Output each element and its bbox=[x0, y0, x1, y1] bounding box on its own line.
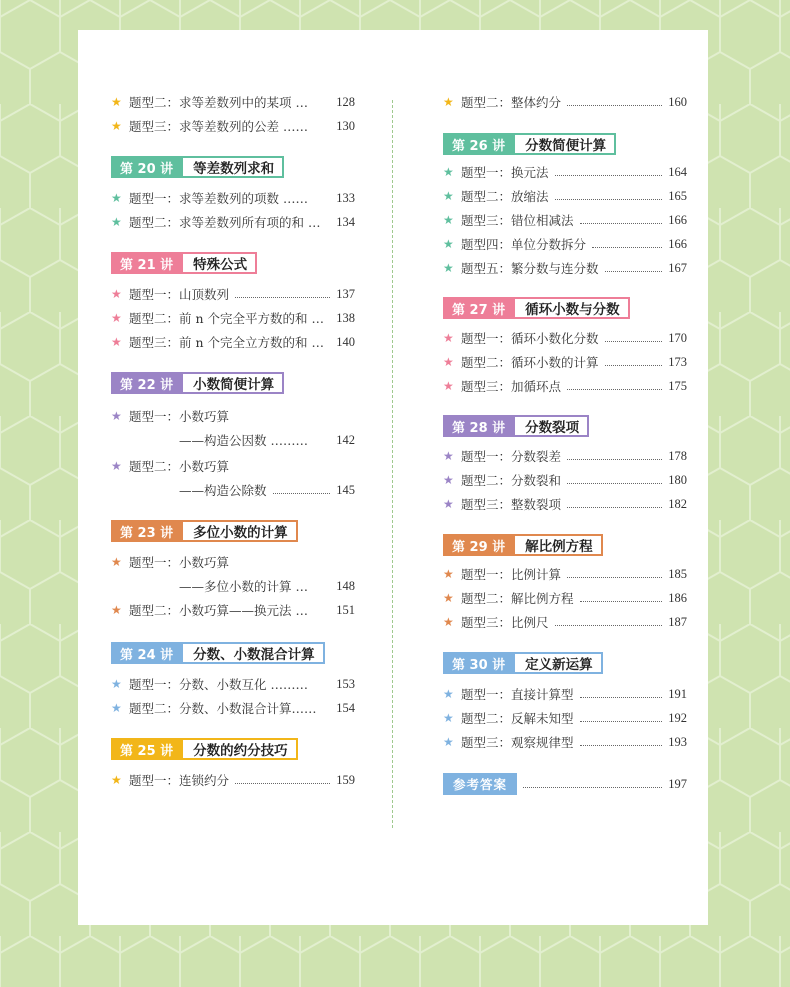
toc-entry[interactable] bbox=[443, 446, 687, 466]
section-header[interactable] bbox=[111, 738, 298, 760]
section-number-label: 第 23 讲 bbox=[111, 520, 183, 542]
entry-text: 题型二：整体约分 bbox=[461, 95, 562, 110]
star-icon: ★ bbox=[443, 687, 454, 701]
star-icon: ★ bbox=[111, 555, 122, 569]
toc-entry[interactable] bbox=[443, 470, 687, 490]
dot-leader bbox=[580, 223, 663, 224]
section-header[interactable] bbox=[443, 652, 603, 674]
toc-entry[interactable] bbox=[111, 308, 355, 328]
entry-text: 题型一：小数巧算 bbox=[129, 555, 230, 570]
star-icon: ★ bbox=[443, 711, 454, 725]
entry-text: 题型三：前 n 个完全立方数的和 … bbox=[129, 335, 324, 350]
page-number: 175 bbox=[668, 378, 687, 393]
entry-text: 题型三：求等差数列的公差 …… bbox=[129, 119, 308, 134]
page-number: 151 bbox=[336, 602, 355, 617]
toc-entry[interactable] bbox=[111, 284, 355, 304]
toc-entry[interactable] bbox=[443, 352, 687, 372]
toc-entry[interactable] bbox=[443, 328, 687, 348]
entry-text: 题型一：求等差数列的项数 …… bbox=[129, 191, 308, 206]
toc-subentry[interactable] bbox=[111, 480, 355, 500]
section-header[interactable] bbox=[111, 372, 284, 394]
entry-text: 题型二：解比例方程 bbox=[461, 591, 574, 606]
toc-entry[interactable] bbox=[111, 332, 355, 352]
section-title: 分数裂项 bbox=[515, 415, 589, 437]
star-icon: ★ bbox=[443, 497, 454, 511]
section-number-label: 第 20 讲 bbox=[111, 156, 183, 178]
entry-text: 题型二：分数、小数混合计算…… bbox=[129, 701, 317, 716]
toc-entry[interactable] bbox=[443, 708, 687, 728]
page-number: 134 bbox=[336, 214, 355, 229]
entry-text: 题型一：直接计算型 bbox=[461, 687, 574, 702]
toc-entry[interactable] bbox=[111, 552, 355, 572]
entry-text: 题型三：观察规律型 bbox=[461, 735, 574, 750]
entry-text: ——构造公因数 ……… bbox=[179, 433, 308, 448]
section-number-label: 第 29 讲 bbox=[443, 534, 515, 556]
dot-leader bbox=[567, 483, 662, 484]
page-number: 159 bbox=[336, 772, 355, 787]
page-number: 182 bbox=[668, 496, 687, 511]
toc-entry[interactable] bbox=[111, 212, 355, 232]
star-icon: ★ bbox=[443, 355, 454, 369]
page-number: 153 bbox=[336, 676, 355, 691]
star-icon: ★ bbox=[111, 95, 122, 109]
entry-text: 题型一：比例计算 bbox=[461, 567, 562, 582]
entry-text: 题型一：山顶数列 bbox=[129, 287, 230, 302]
section-title: 特殊公式 bbox=[183, 252, 257, 274]
star-icon: ★ bbox=[443, 449, 454, 463]
star-icon: ★ bbox=[443, 567, 454, 581]
section-number-label: 第 26 讲 bbox=[443, 133, 515, 155]
toc-entry[interactable] bbox=[443, 376, 687, 396]
star-icon: ★ bbox=[443, 591, 454, 605]
page-number: 148 bbox=[336, 578, 355, 593]
entry-text: 题型一：分数裂差 bbox=[461, 449, 562, 464]
section-number-label: 第 22 讲 bbox=[111, 372, 183, 394]
toc-entry[interactable] bbox=[111, 188, 355, 208]
answers-entry[interactable] bbox=[443, 774, 687, 794]
page-number: 173 bbox=[668, 354, 687, 369]
entry-text: 题型五：繁分数与连分数 bbox=[461, 261, 599, 276]
toc-entry[interactable] bbox=[443, 234, 687, 254]
entry-text: 题型一：小数巧算 bbox=[129, 409, 230, 424]
answers-label: 参考答案 bbox=[443, 773, 517, 795]
section-title: 定义新运算 bbox=[515, 652, 603, 674]
page-number: 180 bbox=[668, 472, 687, 487]
dot-leader bbox=[273, 493, 331, 494]
star-icon: ★ bbox=[111, 287, 122, 301]
section-title: 分数的约分技巧 bbox=[183, 738, 298, 760]
page-number: 165 bbox=[668, 188, 687, 203]
dot-leader bbox=[555, 175, 663, 176]
star-icon: ★ bbox=[443, 473, 454, 487]
entry-text: 题型一：连锁约分 bbox=[129, 773, 230, 788]
entry-text: 题型一：循环小数化分数 bbox=[461, 331, 599, 346]
entry-text: 题型三：错位相减法 bbox=[461, 213, 574, 228]
section-header[interactable] bbox=[443, 415, 589, 437]
star-icon: ★ bbox=[111, 311, 122, 325]
section-title: 分数简便计算 bbox=[515, 133, 616, 155]
dot-leader bbox=[235, 783, 330, 784]
page-number: 167 bbox=[668, 260, 687, 275]
dot-leader bbox=[580, 721, 663, 722]
entry-text: 题型二：求等差数列中的某项 … bbox=[129, 95, 308, 110]
section-title: 循环小数与分数 bbox=[515, 297, 630, 319]
toc-page bbox=[78, 30, 708, 925]
dot-leader bbox=[580, 745, 663, 746]
section-title: 等差数列求和 bbox=[183, 156, 284, 178]
page-number: 142 bbox=[336, 432, 355, 447]
entry-text: 题型二：分数裂和 bbox=[461, 473, 562, 488]
entry-text: 题型三：比例尺 bbox=[461, 615, 549, 630]
section-header[interactable] bbox=[111, 520, 298, 542]
toc-subentry[interactable] bbox=[111, 430, 355, 450]
star-icon: ★ bbox=[111, 215, 122, 229]
page-number: 154 bbox=[336, 700, 355, 715]
toc-entry[interactable] bbox=[443, 732, 687, 752]
dot-leader bbox=[567, 389, 662, 390]
entry-text: 题型二：小数巧算 bbox=[129, 459, 230, 474]
toc-entry[interactable] bbox=[443, 186, 687, 206]
toc-entry[interactable] bbox=[443, 564, 687, 584]
entry-text: 题型二：小数巧算——换元法 … bbox=[129, 603, 308, 618]
star-icon: ★ bbox=[443, 213, 454, 227]
page-number: 186 bbox=[668, 590, 687, 605]
section-title: 分数、小数混合计算 bbox=[183, 642, 325, 664]
star-icon: ★ bbox=[111, 409, 122, 423]
toc-entry[interactable] bbox=[111, 770, 355, 790]
toc-entry[interactable] bbox=[111, 116, 355, 136]
star-icon: ★ bbox=[111, 459, 122, 473]
toc-entry[interactable] bbox=[111, 600, 355, 620]
dot-leader bbox=[555, 625, 663, 626]
page-number: 138 bbox=[336, 310, 355, 325]
star-icon: ★ bbox=[111, 191, 122, 205]
dot-leader bbox=[605, 365, 663, 366]
dot-leader bbox=[567, 105, 662, 106]
dot-leader bbox=[567, 507, 662, 508]
toc-entry[interactable] bbox=[443, 684, 687, 704]
section-title: 小数简便计算 bbox=[183, 372, 284, 394]
entry-text: 题型三：整数裂项 bbox=[461, 497, 562, 512]
star-icon: ★ bbox=[111, 701, 122, 715]
star-icon: ★ bbox=[111, 677, 122, 691]
section-number-label: 第 21 讲 bbox=[111, 252, 183, 274]
dot-leader bbox=[605, 341, 663, 342]
dot-leader bbox=[580, 601, 663, 602]
page-number: 128 bbox=[336, 94, 355, 109]
star-icon: ★ bbox=[111, 603, 122, 617]
toc-entry[interactable] bbox=[111, 698, 355, 718]
entry-text: 题型二：放缩法 bbox=[461, 189, 549, 204]
section-header[interactable] bbox=[443, 133, 616, 155]
page-number: 193 bbox=[668, 734, 687, 749]
dot-leader bbox=[555, 199, 663, 200]
star-icon: ★ bbox=[443, 735, 454, 749]
toc-entry[interactable] bbox=[111, 674, 355, 694]
page-number: 170 bbox=[668, 330, 687, 345]
page-number: 192 bbox=[668, 710, 687, 725]
entry-text: 题型一：换元法 bbox=[461, 165, 549, 180]
toc-entry[interactable] bbox=[443, 210, 687, 230]
dot-leader bbox=[567, 577, 662, 578]
dot-leader bbox=[605, 271, 663, 272]
dot-leader bbox=[523, 787, 662, 788]
toc-entry[interactable] bbox=[111, 406, 355, 426]
section-header[interactable] bbox=[443, 297, 630, 319]
section-number-label: 第 27 讲 bbox=[443, 297, 515, 319]
toc-entry[interactable] bbox=[111, 456, 355, 476]
entry-text: 题型二：求等差数列所有项的和 … bbox=[129, 215, 321, 230]
entry-text: 题型二：循环小数的计算 bbox=[461, 355, 599, 370]
entry-text: 题型三：加循环点 bbox=[461, 379, 562, 394]
entry-text: 题型四：单位分数拆分 bbox=[461, 237, 587, 252]
dot-leader bbox=[235, 297, 330, 298]
section-number-label: 第 25 讲 bbox=[111, 738, 183, 760]
section-header[interactable] bbox=[111, 252, 257, 274]
page-number: 164 bbox=[668, 164, 687, 179]
star-icon: ★ bbox=[111, 119, 122, 133]
toc-entry[interactable] bbox=[443, 258, 687, 278]
toc-entry[interactable] bbox=[443, 162, 687, 182]
star-icon: ★ bbox=[443, 379, 454, 393]
toc-entry[interactable] bbox=[443, 588, 687, 608]
entry-text: 题型一：分数、小数互化 ……… bbox=[129, 677, 308, 692]
entry-text: 题型二：前 n 个完全平方数的和 … bbox=[129, 311, 324, 326]
page-number: 140 bbox=[336, 334, 355, 349]
section-number-label: 第 30 讲 bbox=[443, 652, 515, 674]
star-icon: ★ bbox=[443, 165, 454, 179]
entry-text: ——构造公除数 bbox=[179, 483, 267, 498]
page-number: 178 bbox=[668, 448, 687, 463]
dot-leader bbox=[567, 459, 662, 460]
section-number-label: 第 24 讲 bbox=[111, 642, 183, 664]
page-number: 137 bbox=[336, 286, 355, 301]
entry-text: ——多位小数的计算 … bbox=[179, 579, 308, 594]
section-header[interactable] bbox=[111, 642, 325, 664]
page-number: 166 bbox=[668, 236, 687, 251]
page-number: 133 bbox=[336, 190, 355, 205]
page-number: 166 bbox=[668, 212, 687, 227]
page-number: 187 bbox=[668, 614, 687, 629]
entry-text: 题型二：反解未知型 bbox=[461, 711, 574, 726]
section-header[interactable] bbox=[443, 534, 603, 556]
page-number: 130 bbox=[336, 118, 355, 133]
column-divider bbox=[392, 100, 393, 828]
section-header[interactable] bbox=[111, 156, 284, 178]
toc-entry[interactable] bbox=[111, 92, 355, 112]
star-icon: ★ bbox=[111, 335, 122, 349]
page-number: 191 bbox=[668, 686, 687, 701]
star-icon: ★ bbox=[111, 773, 122, 787]
toc-subentry[interactable] bbox=[111, 576, 355, 596]
star-icon: ★ bbox=[443, 95, 454, 109]
dot-leader bbox=[592, 247, 662, 248]
toc-entry[interactable] bbox=[443, 494, 687, 514]
section-title: 多位小数的计算 bbox=[183, 520, 298, 542]
star-icon: ★ bbox=[443, 237, 454, 251]
star-icon: ★ bbox=[443, 261, 454, 275]
page-number: 197 bbox=[668, 776, 687, 791]
section-title: 解比例方程 bbox=[515, 534, 603, 556]
star-icon: ★ bbox=[443, 189, 454, 203]
star-icon: ★ bbox=[443, 615, 454, 629]
star-icon: ★ bbox=[443, 331, 454, 345]
page-number: 160 bbox=[668, 94, 687, 109]
page-number: 145 bbox=[336, 482, 355, 497]
toc-entry[interactable] bbox=[443, 92, 687, 112]
dot-leader bbox=[580, 697, 663, 698]
toc-entry[interactable] bbox=[443, 612, 687, 632]
page-number: 185 bbox=[668, 566, 687, 581]
section-number-label: 第 28 讲 bbox=[443, 415, 515, 437]
